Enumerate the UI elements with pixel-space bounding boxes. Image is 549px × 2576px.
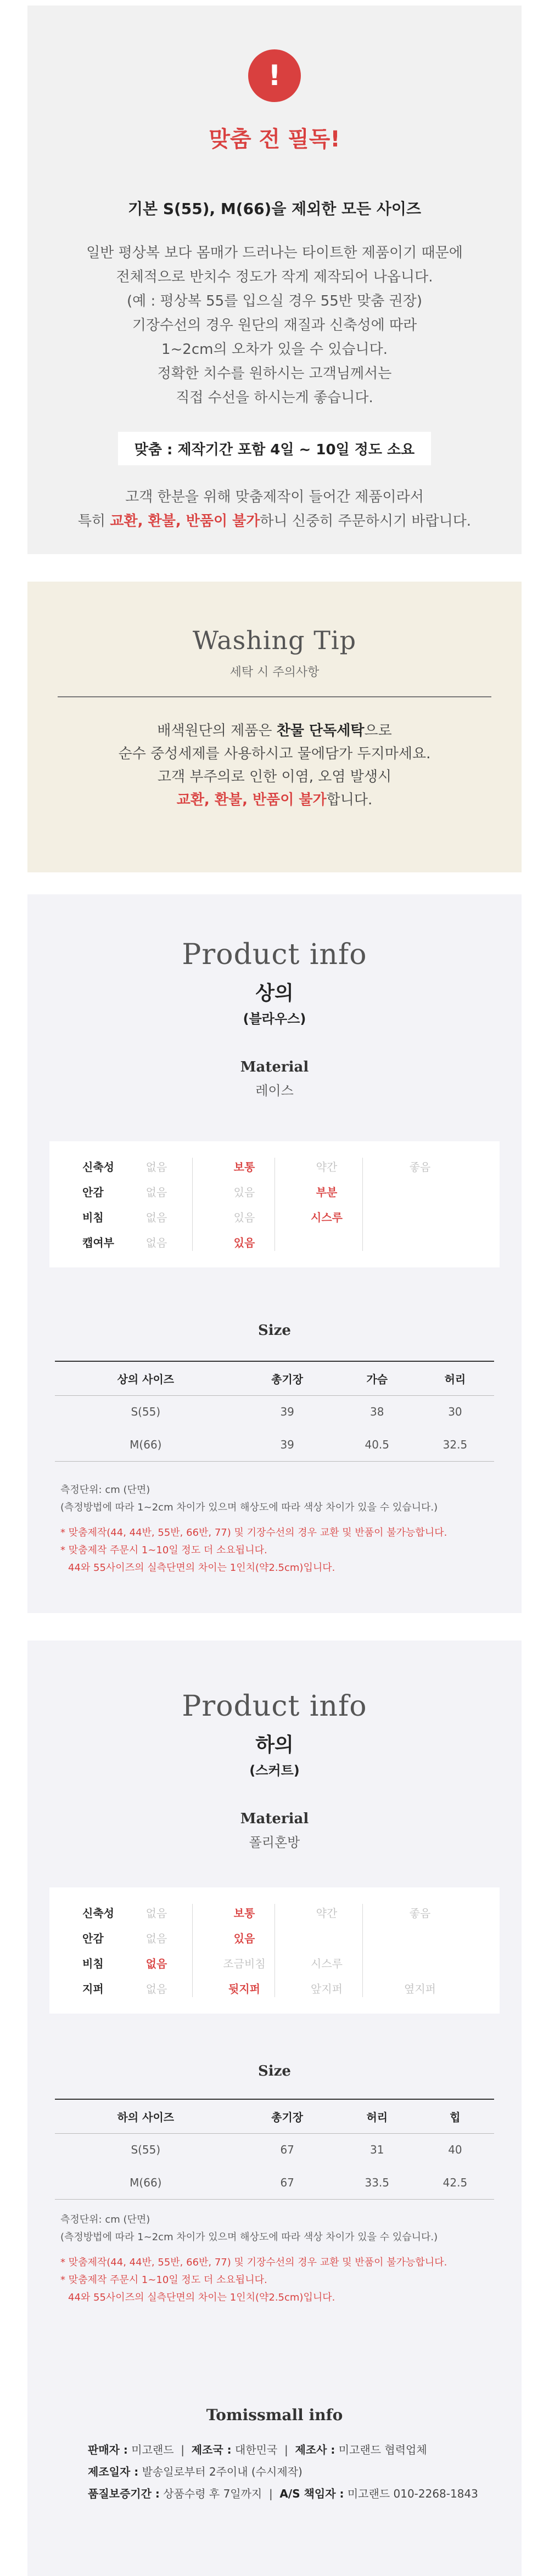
size-header: 허리 <box>416 1361 494 1395</box>
notice-subtitle: 기본 S(55), M(66)을 제외한 모든 사이즈 <box>127 200 422 218</box>
date-label: 제조일자 : <box>88 2465 139 2478</box>
attribute-option: 없음 <box>145 1236 167 1249</box>
attribute-option: 없음 <box>145 1211 167 1224</box>
mall-info-title: Tomissmall info <box>206 2406 343 2424</box>
attribute-option: 좋음 <box>409 1160 431 1174</box>
mall-info-row: 판매자 : 미고랜드 | 제조국 : 대한민국 | 제조사 : 미고랜드 협력업체 <box>88 2443 427 2456</box>
attribute-option-selected: 보통 <box>233 1160 255 1174</box>
note-warning: 44와 55사이즈의 실측단면의 차이는 1인치(약2.5cm)입니다. <box>68 1562 335 1574</box>
note-warning: * 맞춤제작 주문시 1~10일 정도 더 소요됩니다. <box>60 2274 267 2286</box>
attribute-table <box>49 1141 500 1267</box>
attribute-option: 옆지퍼 <box>404 1982 436 1996</box>
notice-line: 일반 평상복 보다 몸매가 드러나는 타이트한 제품이기 때문에 <box>86 245 463 261</box>
washing-emphasis: 찬물 단독세탁 <box>276 723 365 739</box>
attribute-option-selected: 있음 <box>233 1236 255 1249</box>
size-cell: M(66) <box>55 1428 237 1461</box>
size-header: 힙 <box>416 2099 494 2133</box>
column-divider <box>362 1904 363 1997</box>
size-cell: 39 <box>237 1428 338 1461</box>
as-value: 미고랜드 010-2268-1843 <box>347 2487 478 2500</box>
seller-label: 판매자 : <box>88 2443 128 2456</box>
size-header-row <box>55 2099 494 2133</box>
washing-body <box>27 719 522 811</box>
notice-line: 직접 수선을 하시는게 좋습니다. <box>176 390 373 406</box>
size-cell: S(55) <box>131 1405 161 1419</box>
attribute-option: 없음 <box>145 1160 167 1174</box>
notice-foot-text: 특히 <box>77 513 110 529</box>
washing-text: 배색원단의 제품은 <box>157 723 277 739</box>
attribute-label: 비침 <box>82 1211 104 1224</box>
table-row <box>55 1395 494 1428</box>
size-cell: 33.5 <box>338 2166 416 2199</box>
size-header: 총기장 <box>237 2099 338 2133</box>
washing-line: 순수 중성세제를 사용하시고 물에담가 두지마세요. <box>118 746 431 762</box>
warranty-label: 품질보증기간 : <box>88 2487 160 2500</box>
size-header-row <box>55 1361 494 1395</box>
table-row <box>55 1428 494 1461</box>
size-table <box>55 1361 494 1462</box>
size-title: Size <box>258 2063 291 2079</box>
attribute-option: 없음 <box>145 1982 167 1996</box>
note-measure: (측정방법에 따라 1~2cm 차이가 있으며 해상도에 따라 색상 차이가 있을 수 있습니다.) <box>60 2231 438 2243</box>
size-cell: S(55) <box>131 2143 161 2157</box>
column-divider <box>362 1158 363 1251</box>
size-cell: M(66) <box>55 2166 237 2199</box>
notice-footer <box>27 485 522 533</box>
attribute-option: 있음 <box>233 1186 255 1199</box>
table-row <box>55 2133 494 2166</box>
notice-foot-text: 하니 신중히 주문하시기 바랍니다. <box>260 513 472 529</box>
attribute-option: 없음 <box>145 1907 167 1920</box>
size-header: 허리 <box>338 2099 416 2133</box>
seller-value: 미고랜드 <box>131 2443 174 2456</box>
attribute-label: 안감 <box>82 1186 104 1199</box>
product-category: 상의 <box>255 982 294 1005</box>
product-category: 하의 <box>255 1734 294 1756</box>
column-divider <box>192 1158 193 1251</box>
note-unit: 측정단위: cm (단면) <box>60 2214 150 2225</box>
attribute-table <box>49 1887 500 2014</box>
product-info-bottom <box>27 1641 522 2576</box>
washing-line: 고객 부주의로 인한 이염, 오염 발생시 <box>157 769 392 785</box>
material-value: 폴리혼방 <box>249 1835 300 1850</box>
product-info-title: Product info <box>182 1690 367 1723</box>
date-value: 발송일로부터 2주이내 (수시제작) <box>142 2465 302 2478</box>
manufacturer-label: 제조사 : <box>295 2443 335 2456</box>
size-cell: 30 <box>448 1405 462 1419</box>
notice-section <box>27 5 522 554</box>
note-unit: 측정단위: cm (단면) <box>60 1484 150 1496</box>
attribute-label: 신축성 <box>82 1907 114 1920</box>
washing-tip-section <box>27 582 522 872</box>
size-header: 상의 사이즈 <box>55 1361 237 1395</box>
attribute-option-selected: 없음 <box>145 1957 167 1970</box>
attribute-option: 약간 <box>316 1160 338 1174</box>
size-cell: 32.5 <box>416 1428 494 1461</box>
attribute-label: 지퍼 <box>82 1982 104 1996</box>
notice-line: 전체적으로 반치수 정도가 작게 제작되어 나옵니다. <box>116 269 433 285</box>
size-cell: 39 <box>280 1405 294 1419</box>
manufacturer-value: 미고랜드 협력업체 <box>338 2443 427 2456</box>
note-warning: * 맞춤제작 주문시 1~10일 정도 더 소요됩니다. <box>60 1545 267 1556</box>
size-cell: 67 <box>237 2166 338 2199</box>
size-cell: 38 <box>370 1405 384 1419</box>
exclamation-icon: ! <box>248 49 301 102</box>
as-label: A/S 책임자 : <box>279 2487 344 2500</box>
product-info-top <box>27 894 522 1613</box>
attribute-option: 조금비침 <box>223 1957 266 1970</box>
product-category-sub: (블라우스) <box>243 1011 306 1027</box>
attribute-label: 비침 <box>82 1957 104 1970</box>
attribute-option-selected: 시스루 <box>311 1211 343 1224</box>
size-cell: 40 <box>448 2143 462 2157</box>
size-cell: 67 <box>280 2143 294 2157</box>
attribute-option-selected: 뒷지퍼 <box>228 1982 260 1996</box>
attribute-option: 없음 <box>145 1186 167 1199</box>
size-header: 가슴 <box>338 1361 416 1395</box>
washing-text: 합니다. <box>326 792 373 808</box>
production-period-badge: 맞춤 : 제작기간 포함 4일 ~ 10일 정도 소요 <box>118 432 432 465</box>
country-value: 대한민국 <box>235 2443 278 2456</box>
mall-info-row: 품질보증기간 : 상품수령 후 7일까지 | A/S 책임자 : 미고랜드 010-2268-1843 <box>88 2487 478 2500</box>
notice-line: 정확한 치수를 원하시는 고객님께서는 <box>157 365 392 382</box>
attribute-option: 있음 <box>233 1211 255 1224</box>
washing-line <box>27 788 522 811</box>
size-notes <box>60 1481 511 1577</box>
divider <box>58 696 491 697</box>
product-category-sub: (스커트) <box>249 1763 300 1778</box>
attribute-option: 앞지퍼 <box>311 1982 343 1996</box>
note-measure: (측정방법에 따라 1~2cm 차이가 있으며 해상도에 따라 색상 차이가 있을 수 있습니다.) <box>60 1502 438 1513</box>
table-row <box>55 2166 494 2199</box>
size-header: 총기장 <box>237 1361 338 1395</box>
attribute-option: 약간 <box>316 1907 338 1920</box>
material-title: Material <box>240 1059 309 1075</box>
attribute-option: 없음 <box>145 1932 167 1945</box>
attribute-label: 안감 <box>82 1932 104 1945</box>
attribute-option-selected: 보통 <box>233 1907 255 1920</box>
washing-subtitle: 세탁 시 주의사항 <box>229 666 320 679</box>
size-notes <box>60 2211 511 2307</box>
size-cell: 42.5 <box>416 2166 494 2199</box>
size-header: 하의 사이즈 <box>55 2099 237 2133</box>
notice-line: (예 : 평상복 55를 입으실 경우 55반 맞춤 권장) <box>126 293 423 309</box>
notice-body <box>27 241 522 410</box>
attribute-option: 시스루 <box>311 1957 343 1970</box>
column-divider <box>192 1904 193 1997</box>
no-refund-warning: 교환, 환불, 반품이 불가 <box>110 513 260 529</box>
attribute-option-selected: 부분 <box>316 1186 338 1199</box>
notice-foot-line: 고객 한분을 위해 맞춤제작이 들어간 제품이라서 <box>125 489 424 505</box>
no-refund-warning: 교환, 환불, 반품이 불가 <box>176 792 327 808</box>
notice-title: 맞춤 전 필독! <box>209 127 340 152</box>
washing-title: Washing Tip <box>192 625 357 655</box>
attribute-label: 캡여부 <box>82 1236 114 1249</box>
attribute-option-selected: 있음 <box>233 1932 255 1945</box>
size-table <box>55 2099 494 2200</box>
attribute-option: 좋음 <box>409 1907 431 1920</box>
material-title: Material <box>240 1811 309 1827</box>
note-warning: * 맞춤제작(44, 44반, 55반, 66반, 77) 및 기장수선의 경우 교환 및 반품이 불가능합니다. <box>60 2257 447 2268</box>
attribute-label: 신축성 <box>82 1160 114 1174</box>
notice-line: 1~2cm의 오차가 있을 수 있습니다. <box>161 341 388 358</box>
column-divider <box>274 1158 275 1251</box>
note-warning: * 맞춤제작(44, 44반, 55반, 66반, 77) 및 기장수선의 경우 교환 및 반품이 불가능합니다. <box>60 1527 447 1538</box>
note-warning: 44와 55사이즈의 실측단면의 차이는 1인치(약2.5cm)입니다. <box>68 2292 335 2303</box>
warranty-value: 상품수령 후 7일까지 <box>163 2487 262 2500</box>
mall-info-row <box>88 2464 302 2480</box>
notice-line: 기장수선의 경우 원단의 재질과 신축성에 따라 <box>132 317 417 334</box>
washing-line <box>27 719 522 742</box>
product-info-title: Product info <box>182 938 367 971</box>
size-cell: 31 <box>370 2143 384 2157</box>
notice-foot-line <box>27 509 522 533</box>
country-label: 제조국 : <box>191 2443 232 2456</box>
material-value: 레이스 <box>255 1083 294 1098</box>
washing-text: 으로 <box>364 723 392 739</box>
column-divider <box>274 1904 275 1997</box>
size-title: Size <box>258 1322 291 1339</box>
size-cell: 40.5 <box>338 1428 416 1461</box>
